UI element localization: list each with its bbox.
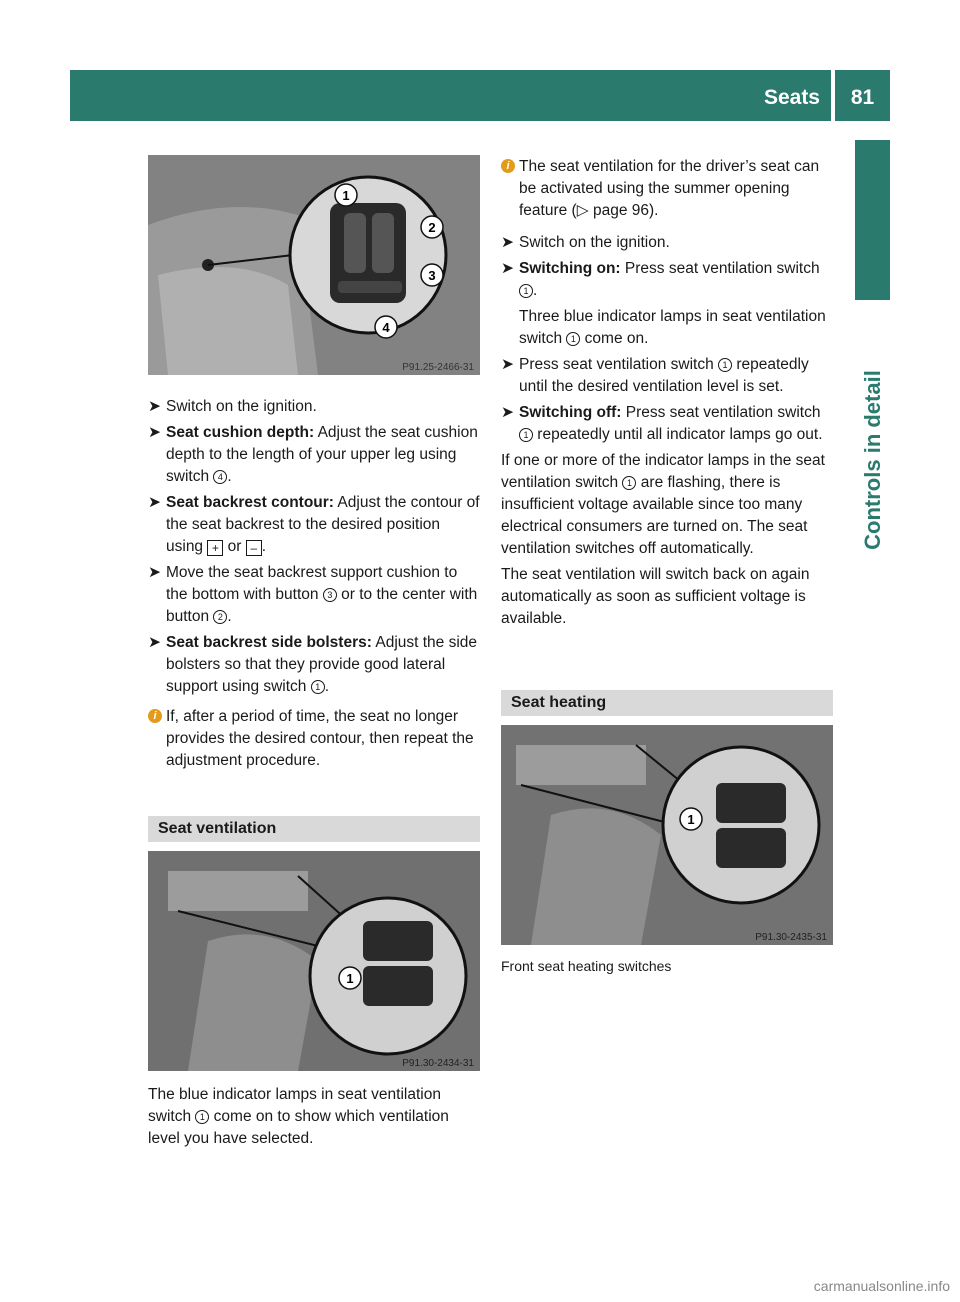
side-label-text: Controls in detail bbox=[859, 370, 885, 550]
callout-1: 1 bbox=[342, 188, 350, 203]
step-text: Three blue indicator lamps in seat ventilation switch bbox=[519, 308, 826, 347]
step-arrow-icon: ➤ bbox=[501, 404, 514, 421]
para-text: The blue indicator lamps in seat ventilation switch bbox=[148, 1086, 441, 1125]
list-item bbox=[501, 402, 833, 446]
step-text: Adjust the contour of the seat backrest to the desired position using bbox=[166, 494, 480, 555]
info-note bbox=[501, 156, 833, 222]
right-column-text bbox=[501, 156, 833, 634]
step-text: repeatedly until all indicator lamps go out. bbox=[533, 426, 823, 443]
step-lead: Seat cushion depth: bbox=[166, 424, 315, 441]
ref-number: 1 bbox=[311, 680, 325, 694]
step-lead: Seat backrest side bolsters: bbox=[166, 634, 372, 651]
ref-number: 4 bbox=[213, 470, 227, 484]
list-item: ➤ Move the seat backrest support cushion to the bottom with button 3 or to the center with button 2 . bbox=[148, 564, 478, 625]
step-text: Switch on the ignition. bbox=[519, 234, 670, 251]
callout-1: 1 bbox=[346, 971, 354, 986]
list-item: ➤ Seat backrest side bolsters: Adjust the side bolsters so that they provide good lateral support using switch 1 . bbox=[148, 634, 478, 695]
step-text: or bbox=[223, 538, 246, 555]
ventilation-photo bbox=[148, 851, 480, 1071]
para-text: come on to show which ventilation level you have selected. bbox=[148, 1108, 449, 1147]
ref-number: 1 bbox=[718, 358, 732, 372]
callout-3: 3 bbox=[428, 268, 436, 283]
step-arrow-icon: ➤ bbox=[148, 424, 161, 441]
info-icon: i bbox=[501, 159, 515, 173]
step-text: repeatedly until the desired ventilation level is set. bbox=[519, 356, 809, 395]
ventilation-illustration bbox=[148, 851, 480, 1071]
heating-photo bbox=[501, 725, 833, 945]
list-item bbox=[501, 232, 833, 254]
step-text: Move the seat backrest support cushion to the bottom with button bbox=[166, 564, 458, 603]
step-text: Switch on the ignition. bbox=[166, 398, 317, 415]
ref-number: 1 bbox=[622, 476, 636, 490]
ref-number: 1 bbox=[519, 284, 533, 298]
step-lead: Switching off: bbox=[519, 404, 622, 421]
list-item: ➤ Seat backrest contour: Adjust the contour of the seat backrest to the desired position using + or – . bbox=[148, 494, 480, 555]
ref-number: 1 bbox=[519, 428, 533, 442]
photo-code: P91.30-2434-31 bbox=[402, 1058, 474, 1069]
ref-number: 1 bbox=[195, 1110, 209, 1124]
watermark: carmanualsonline.info bbox=[813, 1278, 950, 1294]
note-text: If, after a period of time, the seat no longer provides the desired contour, then repeat the adjustment procedure. bbox=[166, 708, 474, 769]
step-arrow-icon: ➤ bbox=[148, 398, 161, 415]
step-arrow-icon: ➤ bbox=[148, 634, 161, 651]
ref-number: 2 bbox=[213, 610, 227, 624]
seat-switch-illustration bbox=[148, 155, 480, 375]
heating-illustration bbox=[501, 725, 833, 945]
step-arrow-icon: ➤ bbox=[148, 564, 161, 581]
side-tab bbox=[855, 140, 890, 300]
ref-number: 1 bbox=[566, 332, 580, 346]
list-item bbox=[501, 354, 833, 398]
page-ref-arrow-icon: ▷ bbox=[576, 202, 589, 219]
page-title: Seats bbox=[763, 86, 820, 109]
plus-key-icon: + bbox=[207, 540, 223, 556]
para-text: The seat ventilation will switch back on again automatically as soon as sufficient voltage is available. bbox=[501, 566, 810, 627]
step-text: Adjust the side bolsters so that they provide good lateral support using switch bbox=[166, 634, 478, 695]
left-column-text bbox=[148, 396, 480, 772]
callout-2: 2 bbox=[428, 220, 436, 235]
header-bar bbox=[70, 70, 831, 121]
callout-4: 4 bbox=[382, 320, 390, 335]
ref-number: 3 bbox=[323, 588, 337, 602]
page-number: 81 bbox=[850, 86, 875, 109]
note-text: The seat ventilation for the driver’s seat can be activated using the summer opening feature ( bbox=[519, 158, 820, 219]
photo-code: P91.25-2466-31 bbox=[402, 362, 474, 373]
step-text: Press seat ventilation switch bbox=[519, 356, 719, 373]
photo-code: P91.30-2435-31 bbox=[755, 932, 827, 943]
para-text: are flashing, there is insufficient voltage available since too many electrical consumers are turned on. The seat ventilation switches off automatically. bbox=[501, 474, 808, 557]
section-title-seat-ventilation: Seat ventilation bbox=[148, 816, 480, 842]
list-item: ➤ Seat cushion depth: Adjust the seat cushion depth to the length of your upper leg using switch 4 . bbox=[148, 424, 478, 485]
note-text: page 96). bbox=[588, 202, 659, 219]
info-icon: i bbox=[148, 709, 162, 723]
seat-switch-photo bbox=[148, 155, 480, 375]
step-arrow-icon: ➤ bbox=[148, 494, 161, 511]
figure-caption: Front seat heating switches bbox=[501, 958, 672, 974]
ventilation-paragraph bbox=[148, 1084, 480, 1154]
section-title-seat-heating: Seat heating bbox=[501, 690, 833, 716]
list-item bbox=[148, 396, 480, 418]
step-text: Press seat ventilation switch bbox=[620, 260, 820, 277]
info-note bbox=[148, 706, 480, 772]
step-text: or to the center with button bbox=[166, 586, 478, 625]
step-lead: Seat backrest contour: bbox=[166, 494, 334, 511]
callout-1: 1 bbox=[687, 812, 695, 827]
step-lead: Switching on: bbox=[519, 260, 621, 277]
step-arrow-icon: ➤ bbox=[501, 234, 514, 251]
step-text: Press seat ventilation switch bbox=[621, 404, 821, 421]
minus-key-icon: – bbox=[246, 540, 262, 556]
para-text: If one or more of the indicator lamps in the seat ventilation switch bbox=[501, 452, 825, 491]
step-text: come on. bbox=[580, 330, 649, 347]
step-text: Adjust the seat cushion depth to the length of your upper leg using switch bbox=[166, 424, 478, 485]
step-arrow-icon: ➤ bbox=[501, 356, 514, 373]
step-arrow-icon: ➤ bbox=[501, 260, 514, 277]
side-label bbox=[855, 310, 890, 610]
list-item: ➤ Switching on: Press seat ventilation switch 1 . Three blue indicator lamps in seat ventilation switch 1 come on. bbox=[501, 260, 826, 347]
